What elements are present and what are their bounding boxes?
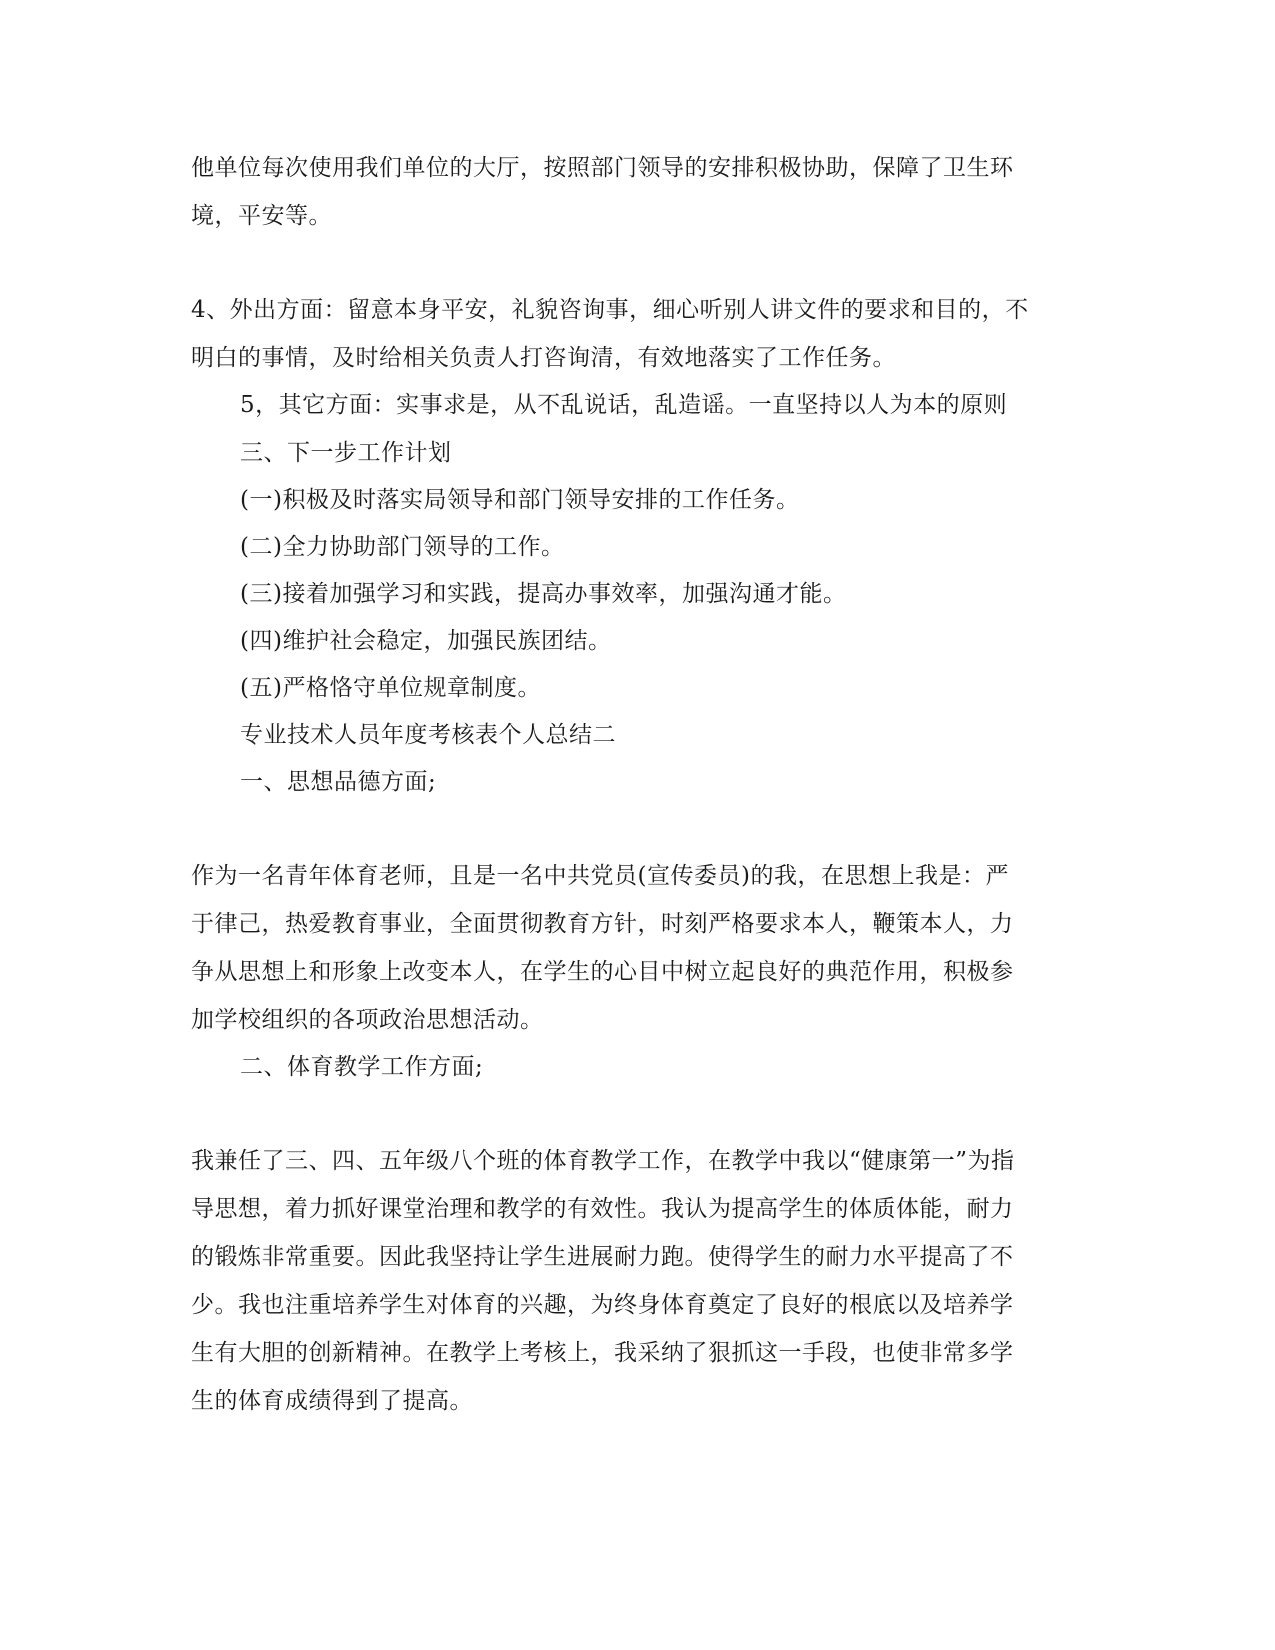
- text-line: 少。我也注重培养学生对体育的兴趣，为终身体育奠定了良好的根底以及培养学: [191, 1292, 1014, 1318]
- section-heading: 三、下一步工作计划: [240, 440, 452, 466]
- text-line: 加学校组织的各项政治思想活动。: [191, 1007, 544, 1033]
- text-line: 导思想，着力抓好课堂治理和教学的有效性。我认为提高学生的体质体能，耐力: [191, 1196, 1014, 1222]
- text-line: 生有大胆的创新精神。在教学上考核上，我采纳了狠抓这一手段，也使非常多学: [191, 1340, 1014, 1366]
- text-line: 5，其它方面：实事求是，从不乱说话，乱造谣。一直坚持以人为本的原则: [240, 392, 1008, 418]
- list-item: (四)维护社会稳定，加强民族团结。: [240, 628, 612, 654]
- text-line: 的锻炼非常重要。因此我坚持让学生进展耐力跑。使得学生的耐力水平提高了不: [191, 1244, 1014, 1270]
- text-line: 争从思想上和形象上改变本人，在学生的心目中树立起良好的典范作用，积极参: [191, 959, 1014, 985]
- text-line: 生的体育成绩得到了提高。: [191, 1388, 473, 1414]
- text-line: 于律己，热爱教育事业，全面贯彻教育方针，时刻严格要求本人，鞭策本人，力: [191, 911, 1014, 937]
- list-item: (三)接着加强学习和实践，提高办事效率，加强沟通才能。: [240, 581, 847, 607]
- text-line: 4、外出方面：留意本身平安，礼貌咨询事，细心听别人讲文件的要求和目的，不: [191, 297, 1029, 323]
- list-item: (一)积极及时落实局领导和部门领导安排的工作任务。: [240, 487, 800, 513]
- text-line: 我兼任了三、四、五年级八个班的体育教学工作，在教学中我以“健康第一”为指: [191, 1148, 1015, 1174]
- section-heading: 二、体育教学工作方面;: [240, 1054, 484, 1080]
- text-line: 他单位每次使用我们单位的大厅，按照部门领导的安排积极协助，保障了卫生环: [191, 155, 1014, 181]
- text-line: 境，平安等。: [191, 203, 332, 229]
- section-heading: 一、思想品德方面;: [240, 769, 437, 795]
- list-item: (五)严格恪守单位规章制度。: [240, 675, 541, 701]
- text-line: 明白的事情，及时给相关负责人打咨询清，有效地落实了工作任务。: [191, 345, 896, 371]
- list-item: (二)全力协助部门领导的工作。: [240, 534, 565, 560]
- document-subtitle: 专业技术人员年度考核表个人总结二: [240, 722, 616, 748]
- text-line: 作为一名青年体育老师，且是一名中共党员(宣传委员)的我，在思想上我是：严: [191, 863, 1009, 889]
